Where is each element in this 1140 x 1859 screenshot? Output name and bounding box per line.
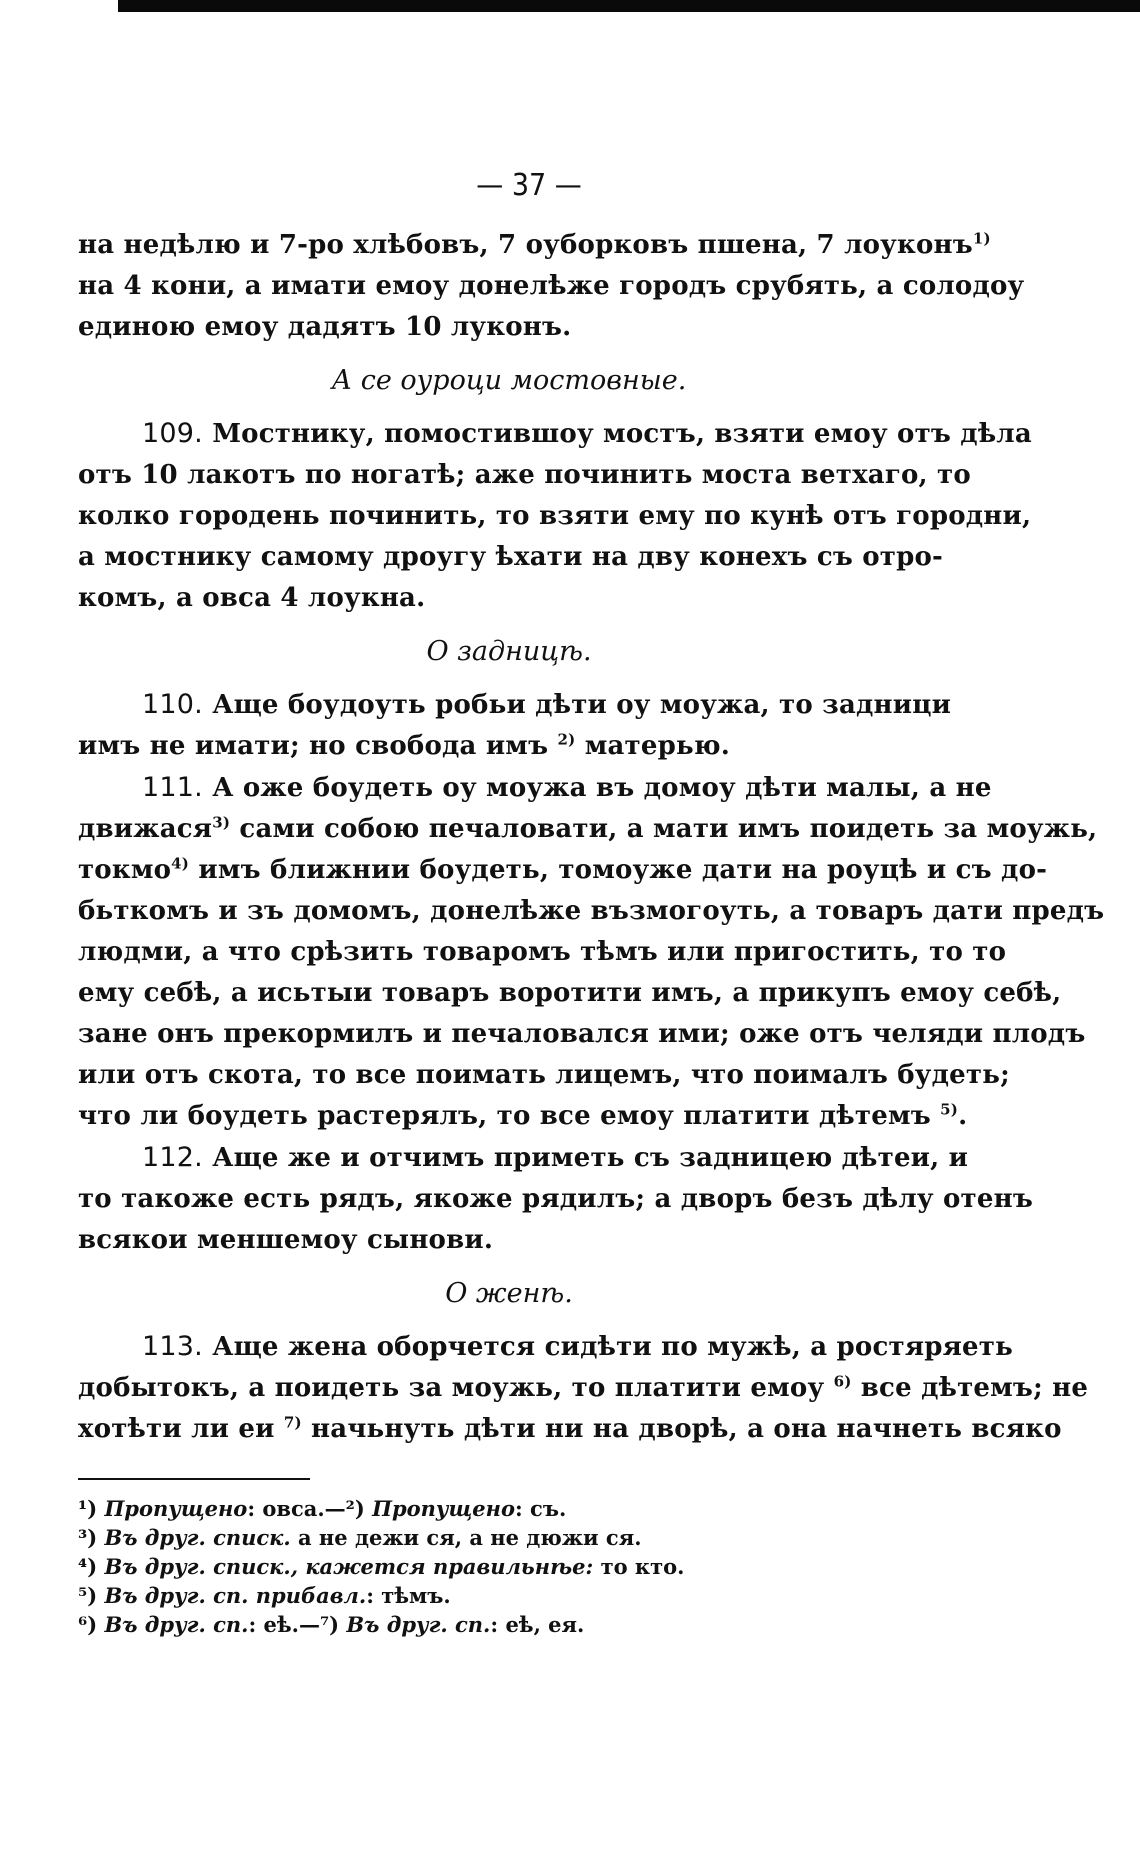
text-line: то такоже есть рядъ, якоже рядилъ; а дворъ безъ дѣлу отенъ bbox=[78, 1184, 1033, 1214]
text-line bbox=[78, 225, 991, 266]
article-112 bbox=[78, 1137, 1033, 1261]
footnote-text: : овса.—²) bbox=[247, 1496, 365, 1521]
footnote-ref: 5) bbox=[940, 1100, 959, 1119]
scan-top-border bbox=[118, 0, 1140, 12]
page-number: — 37 — bbox=[476, 168, 582, 203]
footnote-ref: 1) bbox=[972, 229, 991, 248]
text-line bbox=[78, 1409, 1062, 1450]
footnote-text: : еѣ, ея. bbox=[490, 1612, 585, 1637]
text-line: комъ, а овса 4 лоукна. bbox=[78, 583, 426, 613]
text-line bbox=[78, 1096, 968, 1137]
line-text: на недѣлю и 7-ро хлѣбовъ, 7 оуборковъ пшена, 7 лоуконъ bbox=[78, 230, 973, 260]
line-text: сами собою печаловати, а мати имъ поидеть за моужь, bbox=[239, 814, 1098, 844]
article-number: 110. bbox=[142, 689, 203, 720]
line-text: что ли боудеть растерялъ, то все емоу платити дѣтемъ bbox=[78, 1101, 931, 1131]
footnote-label: Пропущено bbox=[372, 1496, 515, 1521]
footnote-label: Въ друг. сп. bbox=[346, 1612, 491, 1637]
text-line: на 4 кони, а имати емоу донелѣже городъ срубять, а солодоу bbox=[78, 271, 1025, 301]
article-110 bbox=[78, 684, 952, 767]
footnote-text: то кто. bbox=[600, 1554, 685, 1579]
footnote bbox=[78, 1523, 940, 1552]
text-line bbox=[78, 1326, 1013, 1368]
footnote-ref: 7) bbox=[283, 1413, 302, 1432]
footnote-text: а не дежи ся, а не дюжи ся. bbox=[298, 1525, 642, 1550]
text-line: колко городень починить, то взяти ему по кунѣ отъ городни, bbox=[78, 501, 1032, 531]
line-text: Мостнику, помостившоу мостъ, взяти емоу отъ дѣла bbox=[212, 419, 1032, 449]
footnote-ref: 2) bbox=[557, 730, 576, 749]
text-line bbox=[78, 726, 940, 767]
line-text: хотѣти ли еи bbox=[78, 1414, 275, 1444]
footnote-divider bbox=[78, 1478, 310, 1480]
line-text: движася bbox=[78, 814, 213, 844]
footnote bbox=[78, 1494, 940, 1523]
paragraph-continued bbox=[78, 225, 1025, 348]
footnotes bbox=[78, 1494, 940, 1639]
text-line: а мостнику самому дроугу ѣхати на дву конехъ съ отро- bbox=[78, 542, 944, 572]
text-line: зане онъ прекормилъ и печаловался ими; оже отъ челяди плодъ bbox=[78, 1019, 1086, 1049]
footnote-mark: ⁵) bbox=[78, 1583, 98, 1608]
text-line bbox=[78, 850, 1048, 891]
text-line: всякои меншемоу сынови. bbox=[78, 1225, 494, 1255]
footnote-label: Въ друг. сп. bbox=[104, 1612, 249, 1637]
footnote-label: Въ друг. списк., кажется правильнѣе: bbox=[104, 1554, 594, 1579]
line-text: матерью. bbox=[584, 731, 730, 761]
article-number: 113. bbox=[142, 1331, 203, 1362]
text-line: единою емоу дадятъ 10 луконъ. bbox=[78, 312, 572, 342]
article-111 bbox=[78, 767, 1105, 1137]
footnote bbox=[78, 1610, 940, 1639]
text-line bbox=[78, 767, 992, 809]
text-line bbox=[78, 413, 1032, 455]
footnote bbox=[78, 1581, 940, 1610]
text-line: людми, а что срѣзить товаромъ тѣмъ или пригостить, то то bbox=[78, 937, 1007, 967]
article-number: 111. bbox=[142, 772, 203, 803]
footnote-label: Пропущено bbox=[104, 1496, 248, 1521]
footnote-text: : тѣмъ. bbox=[366, 1583, 451, 1608]
text-line: ему себѣ, а исьтыи товаръ воротити имъ, а прикупъ емоу себѣ, bbox=[78, 978, 1062, 1008]
text-line bbox=[78, 684, 952, 726]
line-text: добытокъ, а поидеть за моужь, то платити емоу bbox=[78, 1373, 825, 1403]
text-line bbox=[78, 809, 1098, 850]
article-113 bbox=[78, 1326, 1089, 1450]
line-text: начьнуть дѣти ни на дворѣ, а она начнеть всяко bbox=[311, 1414, 1062, 1444]
footnote-text: : съ. bbox=[514, 1496, 567, 1521]
footnote-ref: 4) bbox=[171, 854, 190, 873]
line-text: . bbox=[958, 1101, 968, 1131]
footnote-label: Въ друг. сп. прибавл. bbox=[104, 1583, 367, 1608]
footnote-ref: 3) bbox=[212, 813, 231, 832]
text-line bbox=[78, 1137, 969, 1179]
text-line: или отъ скота, то все поимать лицемъ, что поималъ будеть; bbox=[78, 1060, 1010, 1090]
footnote-ref: 6) bbox=[833, 1372, 852, 1391]
footnote-mark: ¹) bbox=[78, 1496, 98, 1521]
article-number: 109. bbox=[142, 418, 203, 449]
footnote-mark: ⁴) bbox=[78, 1554, 98, 1579]
line-text: токмо bbox=[78, 855, 172, 885]
section-heading: А се оуроци мостовные. bbox=[331, 365, 687, 396]
footnote-mark: ³) bbox=[78, 1525, 98, 1550]
line-text: имъ ближнии боудеть, томоуже дати на роуцѣ и съ до- bbox=[198, 855, 1048, 885]
footnote-mark: ⁶) bbox=[78, 1612, 98, 1637]
line-text: Аще же и отчимъ приметь съ задницею дѣтеи, и bbox=[212, 1143, 969, 1173]
article-number: 112. bbox=[142, 1142, 203, 1173]
line-text: все дѣтемъ; не bbox=[860, 1373, 1089, 1403]
line-text: имъ не имати; но свобода имъ bbox=[78, 731, 549, 761]
line-text: А оже боудеть оу моужа въ домоу дѣти малы, а не bbox=[212, 773, 992, 803]
footnote bbox=[78, 1552, 940, 1581]
text-line bbox=[78, 1368, 1089, 1409]
line-text: Аще боудоуть робьи дѣти оу моужа, то задници bbox=[212, 690, 952, 720]
line-text: Аще жена оборчется сидѣти по мужѣ, а ростяряеть bbox=[212, 1332, 1013, 1362]
text-line: отъ 10 лакотъ по ногатѣ; аже починить моста ветхаго, то bbox=[78, 460, 971, 490]
article-109 bbox=[78, 413, 1032, 619]
section-heading: О женѣ. bbox=[445, 1278, 573, 1309]
footnote-text: : еѣ.—⁷) bbox=[248, 1612, 340, 1637]
text-line: бьткомъ и зъ домомъ, донелѣже възмогоуть, а товаръ дати предъ bbox=[78, 896, 1105, 926]
section-heading: О задницѣ. bbox=[426, 636, 592, 667]
footnote-label: Въ друг. списк. bbox=[104, 1525, 291, 1550]
book-page bbox=[78, 150, 1105, 1639]
